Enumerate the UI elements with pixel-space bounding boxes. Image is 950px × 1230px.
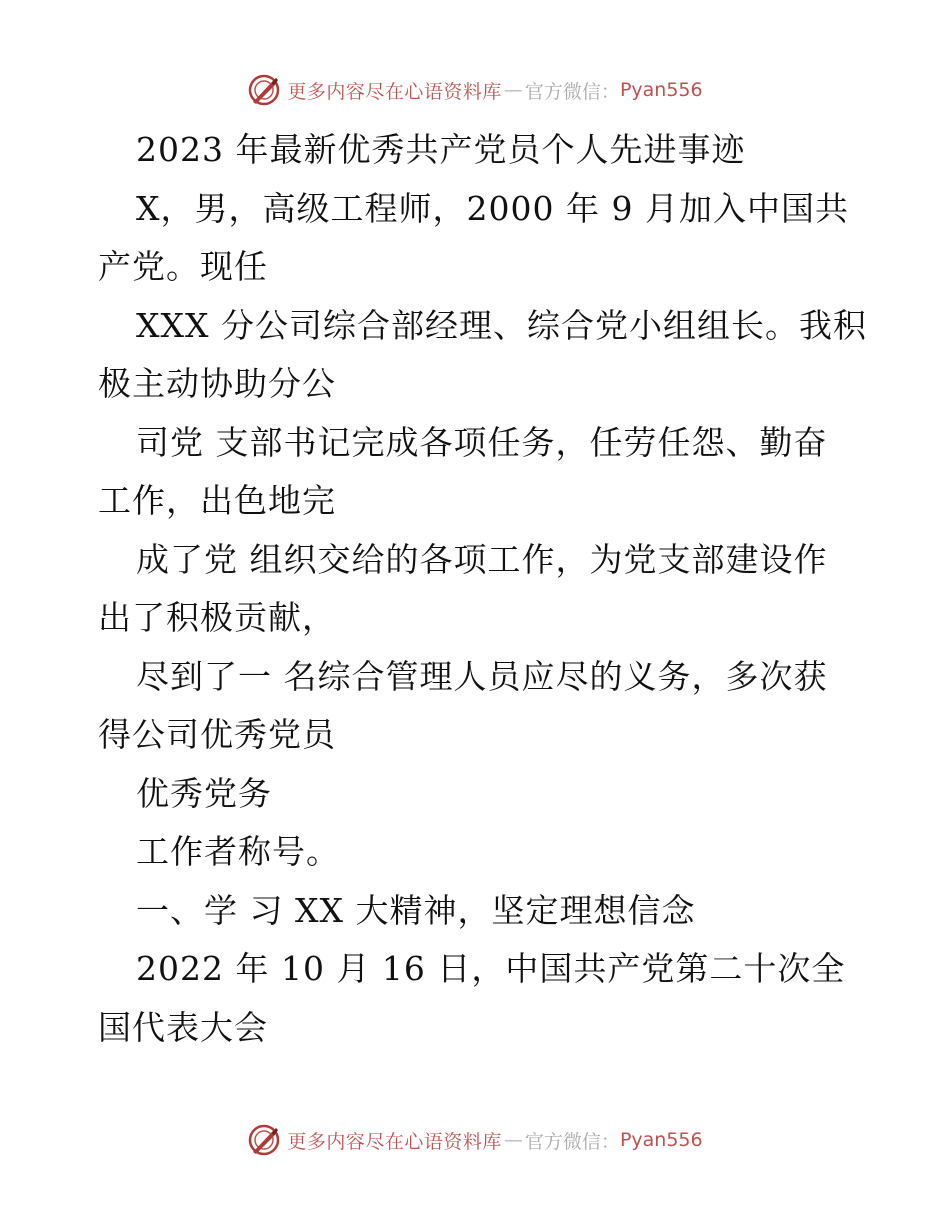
- paragraph-line: 工作者称号。: [136, 832, 340, 871]
- footer-watermark: [0, 1122, 950, 1158]
- watermark-main-text: 更多内容尽在心语资料库: [287, 80, 502, 103]
- watermark-separator: —: [503, 1129, 523, 1151]
- header-watermark: [0, 72, 950, 108]
- paragraph-line: 成了党 组织交给的各项工作，为党支部建设作: [136, 539, 828, 579]
- pen-logo-icon: [247, 73, 281, 107]
- paragraph-line: 工作，出色地完: [98, 481, 336, 520]
- paragraph-line: 产党。现任: [98, 247, 268, 286]
- section-heading: 一、学 习 XX 大精神，坚定理想信念: [136, 890, 696, 930]
- paragraph-line: 2022 年 10 月 16 日，中国共产党第二十次全: [136, 949, 846, 988]
- paragraph-line: XXX 分公司综合部经理、综合党小组组长。我积: [136, 305, 867, 345]
- watermark-wechat-id: Pyan556: [619, 79, 703, 101]
- paragraph-line: 得公司优秀党员: [98, 715, 336, 754]
- watermark-label: 官方微信：: [524, 1130, 620, 1153]
- paragraph-line: X，男，高级工程师，2000 年 9 月加入中国共: [136, 188, 849, 228]
- pen-logo-icon: [247, 1123, 281, 1157]
- paragraph-line: 司党 支部书记完成各项任务，任劳任怨、勤奋: [136, 422, 828, 462]
- document-body: [98, 121, 867, 1057]
- paragraph-line: 尽到了一 名综合管理人员应尽的义务，多次获: [136, 656, 828, 696]
- watermark-label: 官方微信：: [524, 80, 620, 103]
- document-title: 2023 年最新优秀共产党员个人先进事迹: [136, 130, 746, 169]
- paragraph-line: 优秀党务: [136, 773, 272, 813]
- watermark-wechat-id: Pyan556: [619, 1129, 703, 1151]
- paragraph-line: 出了积极贡献，: [98, 598, 336, 637]
- watermark-separator: —: [503, 79, 523, 101]
- paragraph-line: 国代表大会: [98, 1007, 268, 1047]
- watermark-main-text: 更多内容尽在心语资料库: [287, 1130, 502, 1153]
- paragraph-line: 极主动协助分公: [98, 364, 336, 403]
